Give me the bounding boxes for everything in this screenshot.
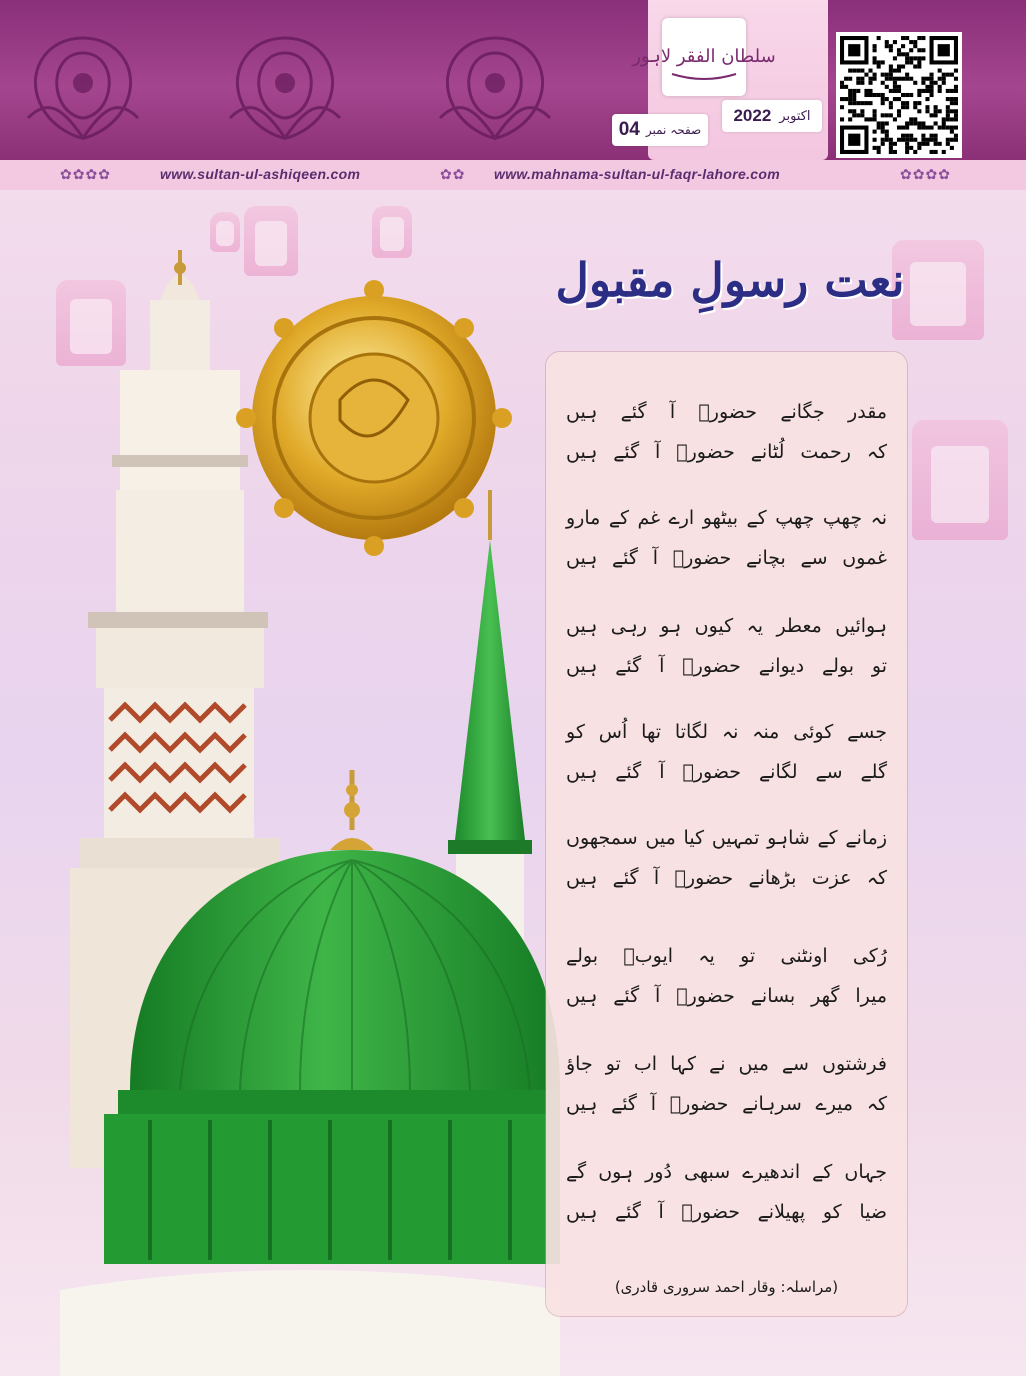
poem-line: میرا گھر بسانے حضورؐ آ گئے ہیں [566, 985, 887, 1007]
poem-panel [546, 352, 907, 1316]
poem-line: ہوائیں معطر یہ کیوں ہو رہی ہیں [566, 615, 887, 637]
floral-ornament-icon [8, 18, 158, 158]
issue-date [722, 100, 822, 132]
qr-code-icon[interactable] [836, 32, 962, 158]
poem-line: کہ رحمت لُٹانے حضورؐ آ گئے ہیں [566, 441, 887, 463]
logo-text: سلطان الفقر لاہور [632, 46, 776, 67]
page-number: 04 [618, 119, 640, 140]
poem-line: جسے کوئی منہ نہ لگاتا تھا اُس کو [566, 721, 887, 743]
poem-stanza [566, 498, 887, 578]
url-strip [0, 160, 1026, 190]
poem-line: فرشتوں سے میں نے کہا اب تو جاؤ [566, 1053, 887, 1075]
poem-line: مقدر جگانے حضورؐ آ گئے ہیں [566, 401, 887, 423]
lantern-decoration [912, 420, 1008, 540]
poem-line: غموں سے بچانے حضورؐ آ گئے ہیں [566, 547, 887, 569]
poem-line: گلے سے لگانے حضورؐ آ گئے ہیں [566, 761, 887, 783]
issue-month: اکتوبر [779, 108, 811, 124]
floral-ornament-icon [210, 18, 360, 158]
poem-stanza [566, 606, 887, 686]
poem-stanza [566, 1044, 887, 1124]
poem-line: تو بولے دیوانے حضورؐ آ گئے ہیں [566, 655, 887, 677]
magazine-logo [632, 18, 776, 96]
magazine-header [0, 0, 1026, 160]
poem-stanza [566, 392, 887, 472]
website-link-right[interactable]: www.mahnama-sultan-ul-faqr-lahore.com [494, 166, 780, 182]
floral-ornament-icon [420, 18, 570, 158]
poem-stanza [566, 818, 887, 898]
golden-medallion-icon [236, 280, 512, 556]
poem-stanza [566, 1152, 887, 1232]
poem-line: نہ چھپ چھپ کے بیٹھو ارے غم کے مارو [566, 507, 887, 529]
flower-ornament-icon: ✿✿✿✿ [900, 167, 951, 183]
poem-credit: (مراسلہ: وقار احمد سروری قادری) [614, 1278, 839, 1296]
poem-line: زمانے کے شاہو تمہیں کیا میں سمجھوں [566, 827, 887, 849]
website-link-left[interactable]: www.sultan-ul-ashiqeen.com [160, 166, 361, 182]
page-title: نعت رسولِ مقبول [555, 253, 905, 307]
page-number-box [612, 114, 708, 146]
poem-line: رُکی اونٹنی تو یہ ایوبؓ بولے [566, 945, 887, 967]
flower-ornament-icon: ✿✿ [440, 167, 466, 183]
poem-stanza [566, 712, 887, 792]
issue-year: 2022 [733, 106, 772, 125]
green-dome-illustration [0, 190, 560, 1376]
poem-line: کہ عزت بڑھانے حضورؐ آ گئے ہیں [566, 867, 887, 889]
page-number-label: صفحہ نمبر [645, 123, 702, 137]
poem-line: جہاں کے اندھیرے سبھی دُور ہوں گے [566, 1161, 887, 1183]
flower-ornament-icon: ✿✿✿✿ [60, 167, 111, 183]
poem-stanza [566, 936, 887, 1016]
poem-line: کہ میرے سرہانے حضورؐ آ گئے ہیں [566, 1093, 887, 1115]
poem-line: ضیا کو پھیلانے حضورؐ آ گئے ہیں [566, 1201, 887, 1223]
